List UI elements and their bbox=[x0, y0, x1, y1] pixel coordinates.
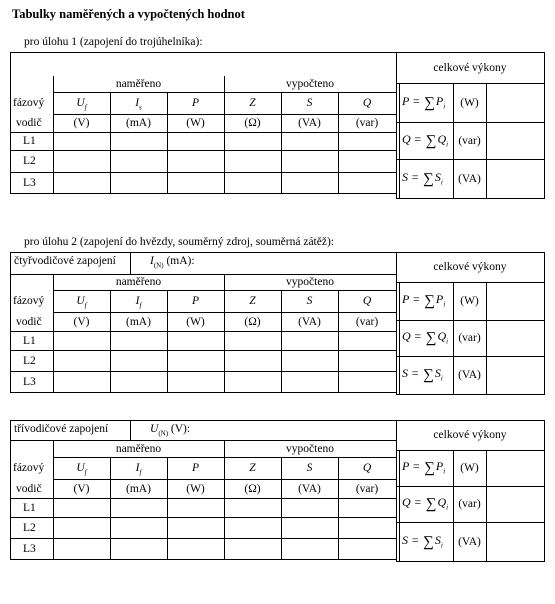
column-symbol: Q bbox=[362, 462, 372, 474]
grid-line bbox=[224, 76, 225, 194]
grid-line bbox=[396, 561, 545, 562]
grid-line bbox=[53, 76, 54, 194]
grid-line bbox=[53, 479, 397, 480]
column-unit: (W) bbox=[186, 483, 205, 495]
grid-line bbox=[486, 282, 487, 395]
grid-line bbox=[10, 274, 397, 275]
column-unit: (W) bbox=[186, 117, 205, 129]
column-unit: (V) bbox=[73, 316, 90, 328]
neutral-quantity: $U_{(N)}$ (V): bbox=[150, 423, 191, 438]
measured-header: naměřeno bbox=[115, 276, 162, 288]
grid-line bbox=[224, 274, 225, 393]
column-unit: (Ω) bbox=[244, 316, 261, 328]
column-symbol: S bbox=[306, 97, 313, 109]
phase-header-1: fázový bbox=[13, 462, 45, 474]
column-symbol: $I_f$ bbox=[135, 295, 142, 310]
grid-line bbox=[396, 486, 545, 487]
column-symbol: Z bbox=[249, 295, 256, 307]
grid-line bbox=[10, 52, 11, 194]
column-unit: (var) bbox=[355, 316, 379, 328]
column-unit: (VA) bbox=[298, 483, 321, 495]
column-symbol: P bbox=[191, 462, 200, 474]
phase-header-2: vodič bbox=[16, 117, 42, 129]
grid-line bbox=[399, 450, 400, 562]
grid-line bbox=[396, 450, 545, 451]
grid-line bbox=[396, 159, 545, 160]
sum-formula: $Q = \sum Q_i$ bbox=[402, 132, 449, 149]
column-symbol: P bbox=[191, 97, 200, 109]
grid-line bbox=[130, 252, 131, 275]
grid-line bbox=[396, 198, 545, 199]
computed-header: vypočteno bbox=[286, 443, 334, 455]
column-symbol: $U_f$ bbox=[76, 462, 87, 477]
task2-caption: pro úlohu 2 (zapojení do hvězdy, souměrný zdroj, souměrná zátěž): bbox=[24, 236, 334, 248]
grid-line bbox=[396, 320, 545, 321]
sum-formula: $Q = \sum Q_i$ bbox=[402, 329, 449, 346]
total-unit: (W) bbox=[460, 97, 479, 109]
grid-line bbox=[396, 394, 545, 395]
column-symbol: Z bbox=[249, 97, 256, 109]
row-label: L3 bbox=[23, 177, 36, 189]
grid-line bbox=[544, 420, 545, 562]
grid-line bbox=[396, 252, 545, 253]
column-unit: (mA) bbox=[126, 316, 151, 328]
total-unit: (VA) bbox=[458, 536, 481, 548]
grid-line bbox=[53, 274, 54, 393]
row-label: L3 bbox=[23, 376, 36, 388]
total-unit: (var) bbox=[458, 135, 481, 147]
column-unit: (var) bbox=[355, 117, 379, 129]
row-label: L2 bbox=[23, 355, 36, 367]
phase-header-1: fázový bbox=[13, 295, 45, 307]
wiring-label: čtyřvodičové zapojení bbox=[14, 255, 116, 267]
neutral-quantity: $I_{(N)}$ (mA): bbox=[150, 255, 195, 270]
sum-formula: $S = \sum S_i$ bbox=[402, 533, 443, 550]
column-unit: (VA) bbox=[298, 117, 321, 129]
grid-line bbox=[396, 122, 545, 123]
column-symbol: S bbox=[306, 462, 313, 474]
column-unit: (Ω) bbox=[244, 483, 261, 495]
sum-formula: $Q = \sum Q_i$ bbox=[402, 495, 449, 512]
column-symbol: Z bbox=[249, 462, 256, 474]
phase-header-1: fázový bbox=[13, 97, 45, 109]
column-unit: (mA) bbox=[126, 483, 151, 495]
row-label: L2 bbox=[23, 155, 36, 167]
totals-header: celkové výkony bbox=[433, 429, 507, 441]
grid-line bbox=[10, 252, 397, 253]
grid-line bbox=[396, 83, 545, 84]
grid-line bbox=[486, 450, 487, 562]
phase-header-2: vodič bbox=[16, 316, 42, 328]
total-unit: (VA) bbox=[458, 173, 481, 185]
grid-line bbox=[10, 52, 397, 53]
column-unit: (Ω) bbox=[244, 117, 261, 129]
page-title: Tabulky naměřených a vypočtených hodnot bbox=[12, 7, 245, 21]
column-unit: (VA) bbox=[298, 316, 321, 328]
row-label: L1 bbox=[23, 135, 36, 147]
totals-header: celkové výkony bbox=[433, 261, 507, 273]
grid-line bbox=[53, 114, 397, 115]
phase-header-2: vodič bbox=[16, 483, 42, 495]
column-symbol: $U_f$ bbox=[76, 295, 87, 310]
grid-line bbox=[399, 83, 400, 199]
total-unit: (var) bbox=[458, 332, 481, 344]
grid-line bbox=[53, 312, 397, 313]
grid-line bbox=[396, 522, 545, 523]
grid-line bbox=[396, 420, 545, 421]
column-symbol: $U_f$ bbox=[76, 97, 87, 112]
grid-line bbox=[396, 356, 545, 357]
grid-line bbox=[224, 440, 225, 560]
grid-line bbox=[544, 252, 545, 395]
row-label: L1 bbox=[23, 502, 36, 514]
totals-header: celkové výkony bbox=[433, 62, 507, 74]
column-unit: (V) bbox=[73, 117, 90, 129]
measured-header: naměřeno bbox=[115, 443, 162, 455]
column-symbol: P bbox=[191, 295, 200, 307]
sum-formula: $S = \sum S_i$ bbox=[402, 366, 443, 383]
grid-line bbox=[486, 83, 487, 199]
column-symbol: $I_s$ bbox=[135, 97, 142, 112]
task1-caption: pro úlohu 1 (zapojení do trojúhelníka): bbox=[24, 36, 203, 48]
total-unit: (W) bbox=[460, 295, 479, 307]
grid-line bbox=[10, 420, 11, 560]
grid-line bbox=[10, 440, 397, 441]
measured-header: naměřeno bbox=[115, 78, 162, 90]
column-unit: (V) bbox=[73, 483, 90, 495]
grid-line bbox=[10, 420, 397, 421]
grid-line bbox=[399, 282, 400, 395]
row-label: L1 bbox=[23, 335, 36, 347]
column-unit: (var) bbox=[355, 483, 379, 495]
column-unit: (W) bbox=[186, 316, 205, 328]
grid-line bbox=[53, 290, 397, 291]
row-label: L3 bbox=[23, 543, 36, 555]
grid-line bbox=[53, 457, 397, 458]
row-label: L2 bbox=[23, 522, 36, 534]
grid-line bbox=[10, 252, 11, 393]
column-symbol: Q bbox=[362, 97, 372, 109]
column-symbol: $I_f$ bbox=[135, 462, 142, 477]
grid-line bbox=[53, 440, 54, 560]
total-unit: (W) bbox=[460, 462, 479, 474]
total-unit: (VA) bbox=[458, 369, 481, 381]
wiring-label: třívodičové zapojení bbox=[14, 423, 109, 435]
column-symbol: Q bbox=[362, 295, 372, 307]
grid-line bbox=[396, 52, 545, 53]
sum-formula: $P = \sum P_i$ bbox=[402, 292, 446, 309]
computed-header: vypočteno bbox=[286, 276, 334, 288]
sum-formula: $S = \sum S_i$ bbox=[402, 170, 443, 187]
sum-formula: $P = \sum P_i$ bbox=[402, 94, 446, 111]
total-unit: (var) bbox=[458, 498, 481, 510]
computed-header: vypočteno bbox=[286, 78, 334, 90]
sum-formula: $P = \sum P_i$ bbox=[402, 459, 446, 476]
grid-line bbox=[130, 420, 131, 441]
column-symbol: S bbox=[306, 295, 313, 307]
grid-line bbox=[396, 282, 545, 283]
grid-line bbox=[544, 52, 545, 199]
grid-line bbox=[53, 92, 397, 93]
column-unit: (mA) bbox=[126, 117, 151, 129]
